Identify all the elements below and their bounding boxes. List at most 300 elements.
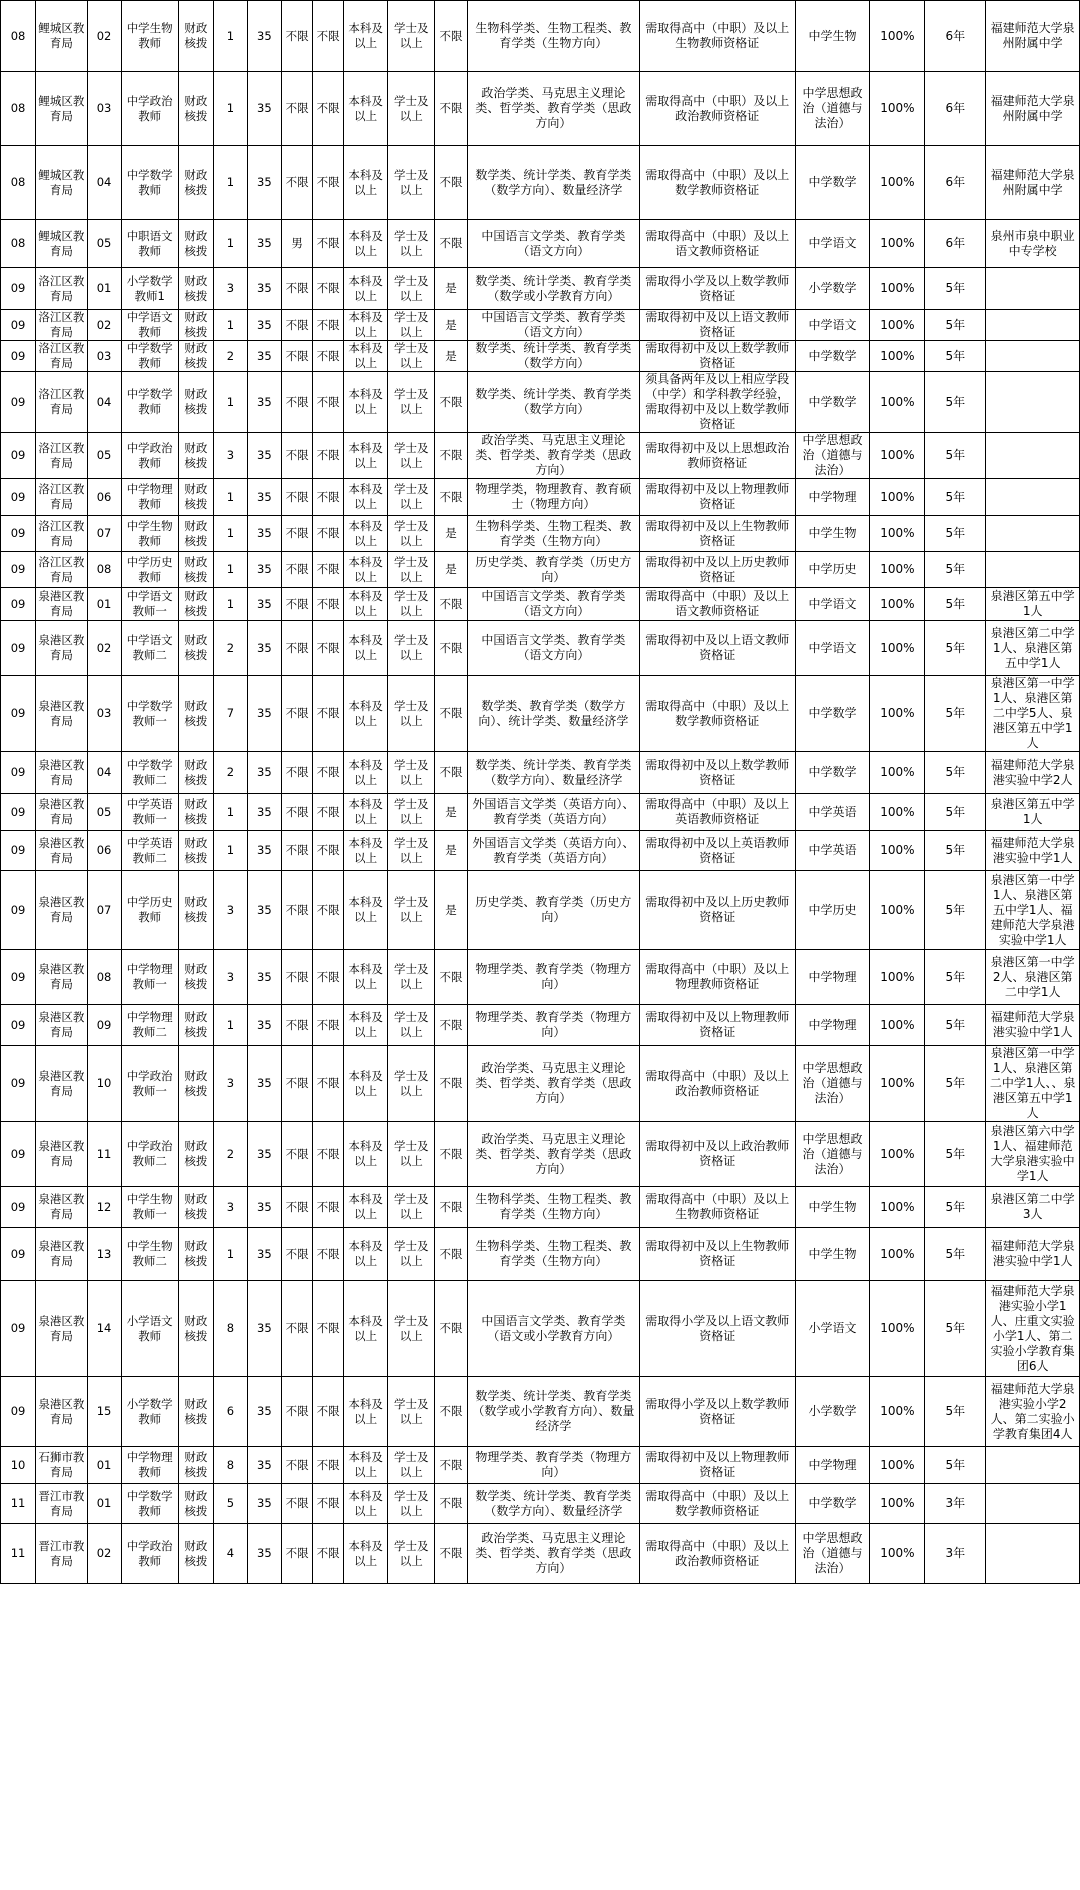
table-row	[1, 1122, 1080, 1187]
cell-fresh-grad: 不限	[435, 479, 468, 516]
cell-region-code: 09	[1, 1122, 36, 1187]
cell-ratio: 100%	[870, 676, 925, 752]
cell-ratio: 100%	[870, 1005, 925, 1046]
cell-department: 鲤城区教育局	[36, 1, 87, 72]
cell-department: 晋江市教育局	[36, 1524, 87, 1584]
cell-education: 本科及以上	[343, 794, 387, 831]
cell-department: 洛江区教育局	[36, 341, 87, 372]
cell-position-name: 中学物理教师一	[121, 950, 178, 1005]
cell-funding-type: 财政核拨	[178, 1046, 213, 1122]
table-row	[1, 950, 1080, 1005]
cell-other-requirements: 需取得小学及以上数学教师资格证	[639, 1377, 795, 1447]
cell-max-age: 35	[247, 1484, 281, 1524]
cell-ratio: 100%	[870, 1187, 925, 1228]
cell-funding-type: 财政核拨	[178, 588, 213, 621]
cell-region-code: 09	[1, 752, 36, 794]
cell-degree: 学士及以上	[388, 1046, 435, 1122]
cell-service-years: 5年	[925, 479, 986, 516]
cell-position-code: 01	[87, 1484, 121, 1524]
cell-position-code: 13	[87, 1228, 121, 1281]
cell-service-years: 5年	[925, 310, 986, 341]
cell-gender: 不限	[281, 146, 313, 220]
cell-degree: 学士及以上	[388, 372, 435, 433]
cell-service-years: 5年	[925, 1122, 986, 1187]
cell-max-age: 35	[247, 479, 281, 516]
cell-school: 福建师范大学泉港实验中学1人	[986, 1005, 1080, 1046]
cell-gender: 不限	[281, 479, 313, 516]
cell-major: 物理学类，物理教育、教育硕士（物理方向）	[467, 479, 639, 516]
cell-gender: 不限	[281, 1447, 313, 1484]
cell-exam-subject: 中学英语	[795, 831, 870, 871]
cell-funding-type: 财政核拨	[178, 1228, 213, 1281]
cell-service-years: 5年	[925, 588, 986, 621]
cell-degree: 学士及以上	[388, 268, 435, 310]
cell-region-code: 11	[1, 1524, 36, 1584]
cell-exam-subject: 中学思想政治（道德与法治）	[795, 1524, 870, 1584]
cell-department: 晋江市教育局	[36, 1484, 87, 1524]
cell-major: 生物科学类、生物工程类、教育学类（生物方向）	[467, 1228, 639, 1281]
cell-ratio: 100%	[870, 794, 925, 831]
cell-degree: 学士及以上	[388, 1524, 435, 1584]
cell-ratio: 100%	[870, 552, 925, 588]
cell-major: 外国语言文学类（英语方向）、教育学类（英语方向）	[467, 831, 639, 871]
cell-region-code: 09	[1, 552, 36, 588]
cell-position-code: 07	[87, 516, 121, 552]
cell-other-requirements: 须具备两年及以上相应学段（中学）和学科教学经验，需取得初中及以上数学教师资格证	[639, 372, 795, 433]
cell-other-requirements: 需取得高中（中职）及以上物理教师资格证	[639, 950, 795, 1005]
cell-ratio: 100%	[870, 1, 925, 72]
cell-degree: 学士及以上	[388, 621, 435, 676]
cell-fresh-grad: 不限	[435, 752, 468, 794]
cell-household: 不限	[313, 1187, 343, 1228]
cell-other-requirements: 需取得高中（中职）及以上语文教师资格证	[639, 220, 795, 268]
cell-headcount: 3	[213, 433, 247, 479]
cell-gender: 不限	[281, 1524, 313, 1584]
cell-exam-subject: 中学数学	[795, 752, 870, 794]
cell-degree: 学士及以上	[388, 588, 435, 621]
cell-region-code: 08	[1, 1, 36, 72]
cell-gender: 不限	[281, 310, 313, 341]
cell-household: 不限	[313, 516, 343, 552]
cell-max-age: 35	[247, 950, 281, 1005]
cell-funding-type: 财政核拨	[178, 1005, 213, 1046]
cell-other-requirements: 需取得初中及以上语文教师资格证	[639, 621, 795, 676]
cell-exam-subject: 中学英语	[795, 794, 870, 831]
cell-position-name: 小学数学教师1	[121, 268, 178, 310]
cell-headcount: 1	[213, 479, 247, 516]
cell-ratio: 100%	[870, 1228, 925, 1281]
cell-position-name: 中学物理教师	[121, 479, 178, 516]
cell-department: 洛江区教育局	[36, 516, 87, 552]
cell-max-age: 35	[247, 1, 281, 72]
cell-position-name: 中学政治教师	[121, 1524, 178, 1584]
cell-major: 数学类、教育学类（数学方向）、统计学类、数量经济学	[467, 676, 639, 752]
cell-exam-subject: 中学物理	[795, 950, 870, 1005]
cell-ratio: 100%	[870, 1447, 925, 1484]
cell-ratio: 100%	[870, 341, 925, 372]
cell-max-age: 35	[247, 752, 281, 794]
cell-service-years: 5年	[925, 1447, 986, 1484]
cell-region-code: 08	[1, 72, 36, 146]
cell-school: 泉港区第一中学1人、泉港区第二中学1人、、泉港区第五中学1人	[986, 1046, 1080, 1122]
cell-region-code: 09	[1, 479, 36, 516]
cell-household: 不限	[313, 479, 343, 516]
cell-education: 本科及以上	[343, 220, 387, 268]
cell-headcount: 1	[213, 831, 247, 871]
cell-ratio: 100%	[870, 1046, 925, 1122]
cell-position-code: 03	[87, 72, 121, 146]
cell-school	[986, 1447, 1080, 1484]
cell-position-code: 01	[87, 268, 121, 310]
cell-major: 物理学类、教育学类（物理方向）	[467, 1447, 639, 1484]
cell-school	[986, 479, 1080, 516]
cell-position-name: 中学政治教师	[121, 433, 178, 479]
cell-fresh-grad: 不限	[435, 433, 468, 479]
cell-position-code: 05	[87, 220, 121, 268]
cell-school	[986, 1524, 1080, 1584]
cell-ratio: 100%	[870, 372, 925, 433]
cell-gender: 不限	[281, 752, 313, 794]
cell-funding-type: 财政核拨	[178, 621, 213, 676]
cell-major: 中国语言文学类、教育学类（语文方向）	[467, 588, 639, 621]
cell-headcount: 5	[213, 1484, 247, 1524]
cell-max-age: 35	[247, 146, 281, 220]
cell-headcount: 1	[213, 516, 247, 552]
cell-education: 本科及以上	[343, 72, 387, 146]
cell-school: 泉港区第一中学2人、泉港区第二中学1人	[986, 950, 1080, 1005]
table-row	[1, 831, 1080, 871]
table-row	[1, 1447, 1080, 1484]
cell-education: 本科及以上	[343, 588, 387, 621]
cell-other-requirements: 需取得高中（中职）及以上数学教师资格证	[639, 1484, 795, 1524]
cell-fresh-grad: 不限	[435, 372, 468, 433]
cell-department: 泉港区教育局	[36, 1046, 87, 1122]
cell-degree: 学士及以上	[388, 676, 435, 752]
cell-headcount: 1	[213, 1005, 247, 1046]
cell-service-years: 5年	[925, 794, 986, 831]
cell-position-name: 中学数学教师	[121, 1484, 178, 1524]
cell-funding-type: 财政核拨	[178, 341, 213, 372]
table-row	[1, 516, 1080, 552]
cell-other-requirements: 需取得初中及以上历史教师资格证	[639, 552, 795, 588]
cell-funding-type: 财政核拨	[178, 1122, 213, 1187]
cell-school: 泉港区第五中学1人	[986, 794, 1080, 831]
cell-education: 本科及以上	[343, 1, 387, 72]
table-row	[1, 1046, 1080, 1122]
cell-service-years: 5年	[925, 268, 986, 310]
cell-education: 本科及以上	[343, 310, 387, 341]
cell-department: 泉港区教育局	[36, 794, 87, 831]
cell-other-requirements: 需取得高中（中职）及以上政治教师资格证	[639, 1046, 795, 1122]
cell-position-name: 小学数学教师	[121, 1377, 178, 1447]
cell-degree: 学士及以上	[388, 310, 435, 341]
cell-funding-type: 财政核拨	[178, 1377, 213, 1447]
cell-exam-subject: 中学数学	[795, 676, 870, 752]
table-row	[1, 752, 1080, 794]
cell-ratio: 100%	[870, 1122, 925, 1187]
cell-household: 不限	[313, 752, 343, 794]
cell-position-code: 10	[87, 1046, 121, 1122]
cell-major: 数学类、统计学类、教育学类（数学方向）、数量经济学	[467, 752, 639, 794]
cell-position-code: 01	[87, 588, 121, 621]
cell-household: 不限	[313, 794, 343, 831]
cell-department: 泉港区教育局	[36, 621, 87, 676]
cell-department: 泉港区教育局	[36, 1187, 87, 1228]
cell-position-name: 中学物理教师二	[121, 1005, 178, 1046]
cell-school	[986, 1484, 1080, 1524]
cell-department: 洛江区教育局	[36, 552, 87, 588]
cell-exam-subject: 中学历史	[795, 552, 870, 588]
cell-ratio: 100%	[870, 310, 925, 341]
cell-gender: 不限	[281, 1484, 313, 1524]
cell-headcount: 6	[213, 1377, 247, 1447]
table-row	[1, 268, 1080, 310]
cell-funding-type: 财政核拨	[178, 146, 213, 220]
cell-service-years: 5年	[925, 516, 986, 552]
cell-other-requirements: 需取得初中及以上语文教师资格证	[639, 310, 795, 341]
cell-headcount: 1	[213, 1228, 247, 1281]
cell-school: 福建师范大学泉港实验小学2人、第二实验小学教育集团4人	[986, 1377, 1080, 1447]
cell-position-code: 02	[87, 621, 121, 676]
cell-max-age: 35	[247, 1447, 281, 1484]
cell-service-years: 5年	[925, 1005, 986, 1046]
cell-education: 本科及以上	[343, 372, 387, 433]
cell-max-age: 35	[247, 676, 281, 752]
cell-department: 石狮市教育局	[36, 1447, 87, 1484]
cell-headcount: 3	[213, 1046, 247, 1122]
cell-exam-subject: 小学数学	[795, 268, 870, 310]
cell-fresh-grad: 不限	[435, 1122, 468, 1187]
cell-other-requirements: 需取得高中（中职）及以上语文教师资格证	[639, 588, 795, 621]
cell-max-age: 35	[247, 1228, 281, 1281]
cell-funding-type: 财政核拨	[178, 372, 213, 433]
cell-position-code: 03	[87, 676, 121, 752]
cell-major: 数学类、统计学类、教育学类（数学方向）	[467, 372, 639, 433]
cell-department: 泉港区教育局	[36, 831, 87, 871]
cell-exam-subject: 中学物理	[795, 1005, 870, 1046]
cell-max-age: 35	[247, 372, 281, 433]
cell-ratio: 100%	[870, 950, 925, 1005]
cell-headcount: 1	[213, 72, 247, 146]
cell-department: 洛江区教育局	[36, 433, 87, 479]
cell-service-years: 6年	[925, 72, 986, 146]
cell-exam-subject: 中学历史	[795, 871, 870, 950]
cell-max-age: 35	[247, 794, 281, 831]
cell-funding-type: 财政核拨	[178, 831, 213, 871]
cell-exam-subject: 中学数学	[795, 146, 870, 220]
cell-gender: 不限	[281, 341, 313, 372]
cell-position-name: 中学英语教师一	[121, 794, 178, 831]
cell-headcount: 3	[213, 268, 247, 310]
cell-position-name: 中学政治教师	[121, 72, 178, 146]
cell-gender: 不限	[281, 516, 313, 552]
cell-major: 生物科学类、生物工程类、教育学类（生物方向）	[467, 1, 639, 72]
cell-max-age: 35	[247, 310, 281, 341]
cell-position-name: 中学历史教师	[121, 871, 178, 950]
cell-position-code: 09	[87, 1005, 121, 1046]
cell-degree: 学士及以上	[388, 1187, 435, 1228]
cell-gender: 不限	[281, 1377, 313, 1447]
cell-degree: 学士及以上	[388, 871, 435, 950]
cell-position-name: 中学语文教师二	[121, 621, 178, 676]
table-row	[1, 676, 1080, 752]
cell-degree: 学士及以上	[388, 831, 435, 871]
cell-department: 泉港区教育局	[36, 950, 87, 1005]
cell-fresh-grad: 是	[435, 871, 468, 950]
cell-degree: 学士及以上	[388, 1, 435, 72]
cell-funding-type: 财政核拨	[178, 552, 213, 588]
cell-household: 不限	[313, 588, 343, 621]
cell-fresh-grad: 是	[435, 310, 468, 341]
cell-headcount: 1	[213, 372, 247, 433]
cell-fresh-grad: 不限	[435, 220, 468, 268]
table-body	[1, 1, 1080, 1584]
cell-major: 中国语言文学类、教育学类（语文方向）	[467, 621, 639, 676]
cell-fresh-grad: 不限	[435, 1377, 468, 1447]
cell-department: 鲤城区教育局	[36, 146, 87, 220]
cell-service-years: 6年	[925, 220, 986, 268]
cell-exam-subject: 中学数学	[795, 1484, 870, 1524]
cell-headcount: 8	[213, 1281, 247, 1377]
cell-fresh-grad: 不限	[435, 1046, 468, 1122]
cell-position-name: 中学语文教师	[121, 310, 178, 341]
cell-degree: 学士及以上	[388, 1005, 435, 1046]
cell-household: 不限	[313, 1122, 343, 1187]
cell-education: 本科及以上	[343, 146, 387, 220]
cell-school	[986, 268, 1080, 310]
cell-headcount: 8	[213, 1447, 247, 1484]
cell-position-code: 14	[87, 1281, 121, 1377]
cell-degree: 学士及以上	[388, 220, 435, 268]
cell-funding-type: 财政核拨	[178, 220, 213, 268]
cell-position-code: 01	[87, 1447, 121, 1484]
cell-exam-subject: 小学语文	[795, 1281, 870, 1377]
cell-school: 福建师范大学泉港实验小学1人、庄重文实验小学1人、第二实验小学教育集团6人	[986, 1281, 1080, 1377]
cell-headcount: 3	[213, 1187, 247, 1228]
cell-gender: 不限	[281, 1187, 313, 1228]
cell-degree: 学士及以上	[388, 146, 435, 220]
cell-ratio: 100%	[870, 479, 925, 516]
cell-ratio: 100%	[870, 220, 925, 268]
cell-education: 本科及以上	[343, 1524, 387, 1584]
table-row	[1, 372, 1080, 433]
cell-exam-subject: 中学语文	[795, 310, 870, 341]
cell-region-code: 09	[1, 516, 36, 552]
cell-service-years: 5年	[925, 341, 986, 372]
cell-department: 泉港区教育局	[36, 752, 87, 794]
cell-school	[986, 433, 1080, 479]
cell-major: 历史学类、教育学类（历史方向）	[467, 552, 639, 588]
cell-major: 物理学类、教育学类（物理方向）	[467, 950, 639, 1005]
cell-household: 不限	[313, 552, 343, 588]
cell-other-requirements: 需取得初中及以上生物教师资格证	[639, 1228, 795, 1281]
cell-position-code: 12	[87, 1187, 121, 1228]
cell-gender: 不限	[281, 1, 313, 72]
cell-school	[986, 341, 1080, 372]
cell-department: 泉港区教育局	[36, 1377, 87, 1447]
cell-gender: 不限	[281, 72, 313, 146]
cell-position-name: 中学历史教师	[121, 552, 178, 588]
cell-gender: 不限	[281, 552, 313, 588]
cell-major: 历史学类、教育学类（历史方向）	[467, 871, 639, 950]
cell-max-age: 35	[247, 516, 281, 552]
cell-funding-type: 财政核拨	[178, 268, 213, 310]
cell-exam-subject: 中学生物	[795, 516, 870, 552]
cell-ratio: 100%	[870, 621, 925, 676]
cell-funding-type: 财政核拨	[178, 1484, 213, 1524]
cell-position-name: 中学物理教师	[121, 1447, 178, 1484]
table-row	[1, 588, 1080, 621]
cell-fresh-grad: 不限	[435, 1228, 468, 1281]
cell-position-name: 中学生物教师	[121, 516, 178, 552]
cell-education: 本科及以上	[343, 268, 387, 310]
cell-school: 泉港区第五中学1人	[986, 588, 1080, 621]
cell-position-code: 08	[87, 552, 121, 588]
cell-region-code: 10	[1, 1447, 36, 1484]
table-row	[1, 1377, 1080, 1447]
cell-headcount: 1	[213, 552, 247, 588]
cell-position-code: 05	[87, 433, 121, 479]
table-row	[1, 871, 1080, 950]
cell-gender: 不限	[281, 1122, 313, 1187]
cell-headcount: 2	[213, 752, 247, 794]
cell-region-code: 09	[1, 268, 36, 310]
cell-exam-subject: 中学语文	[795, 588, 870, 621]
cell-service-years: 5年	[925, 372, 986, 433]
cell-position-name: 中学生物教师	[121, 1, 178, 72]
cell-education: 本科及以上	[343, 950, 387, 1005]
cell-department: 鲤城区教育局	[36, 220, 87, 268]
cell-degree: 学士及以上	[388, 1228, 435, 1281]
cell-region-code: 09	[1, 794, 36, 831]
cell-degree: 学士及以上	[388, 479, 435, 516]
cell-other-requirements: 需取得初中及以上物理教师资格证	[639, 479, 795, 516]
cell-education: 本科及以上	[343, 479, 387, 516]
cell-service-years: 5年	[925, 871, 986, 950]
cell-education: 本科及以上	[343, 752, 387, 794]
cell-other-requirements: 需取得初中及以上数学教师资格证	[639, 341, 795, 372]
cell-ratio: 100%	[870, 1281, 925, 1377]
cell-degree: 学士及以上	[388, 72, 435, 146]
cell-region-code: 09	[1, 341, 36, 372]
cell-household: 不限	[313, 950, 343, 1005]
cell-major: 数学类、统计学类、教育学类（数学方向）、数量经济学	[467, 146, 639, 220]
cell-education: 本科及以上	[343, 1005, 387, 1046]
cell-other-requirements: 需取得小学及以上数学教师资格证	[639, 268, 795, 310]
cell-education: 本科及以上	[343, 1187, 387, 1228]
cell-household: 不限	[313, 433, 343, 479]
cell-service-years: 6年	[925, 1, 986, 72]
cell-other-requirements: 需取得初中及以上英语教师资格证	[639, 831, 795, 871]
cell-max-age: 35	[247, 871, 281, 950]
table-row	[1, 552, 1080, 588]
cell-school: 福建师范大学泉港实验中学2人	[986, 752, 1080, 794]
cell-major: 中国语言文学类、教育学类（语文或小学教育方向）	[467, 1281, 639, 1377]
cell-max-age: 35	[247, 72, 281, 146]
cell-ratio: 100%	[870, 588, 925, 621]
cell-position-name: 中职语文教师	[121, 220, 178, 268]
cell-service-years: 5年	[925, 552, 986, 588]
cell-department: 洛江区教育局	[36, 268, 87, 310]
cell-max-age: 35	[247, 1187, 281, 1228]
cell-other-requirements: 需取得初中及以上物理教师资格证	[639, 1447, 795, 1484]
cell-school: 泉港区第二中学3人	[986, 1187, 1080, 1228]
cell-max-age: 35	[247, 220, 281, 268]
cell-service-years: 5年	[925, 621, 986, 676]
cell-fresh-grad: 不限	[435, 1447, 468, 1484]
cell-other-requirements: 需取得高中（中职）及以上生物教师资格证	[639, 1187, 795, 1228]
table-row	[1, 341, 1080, 372]
